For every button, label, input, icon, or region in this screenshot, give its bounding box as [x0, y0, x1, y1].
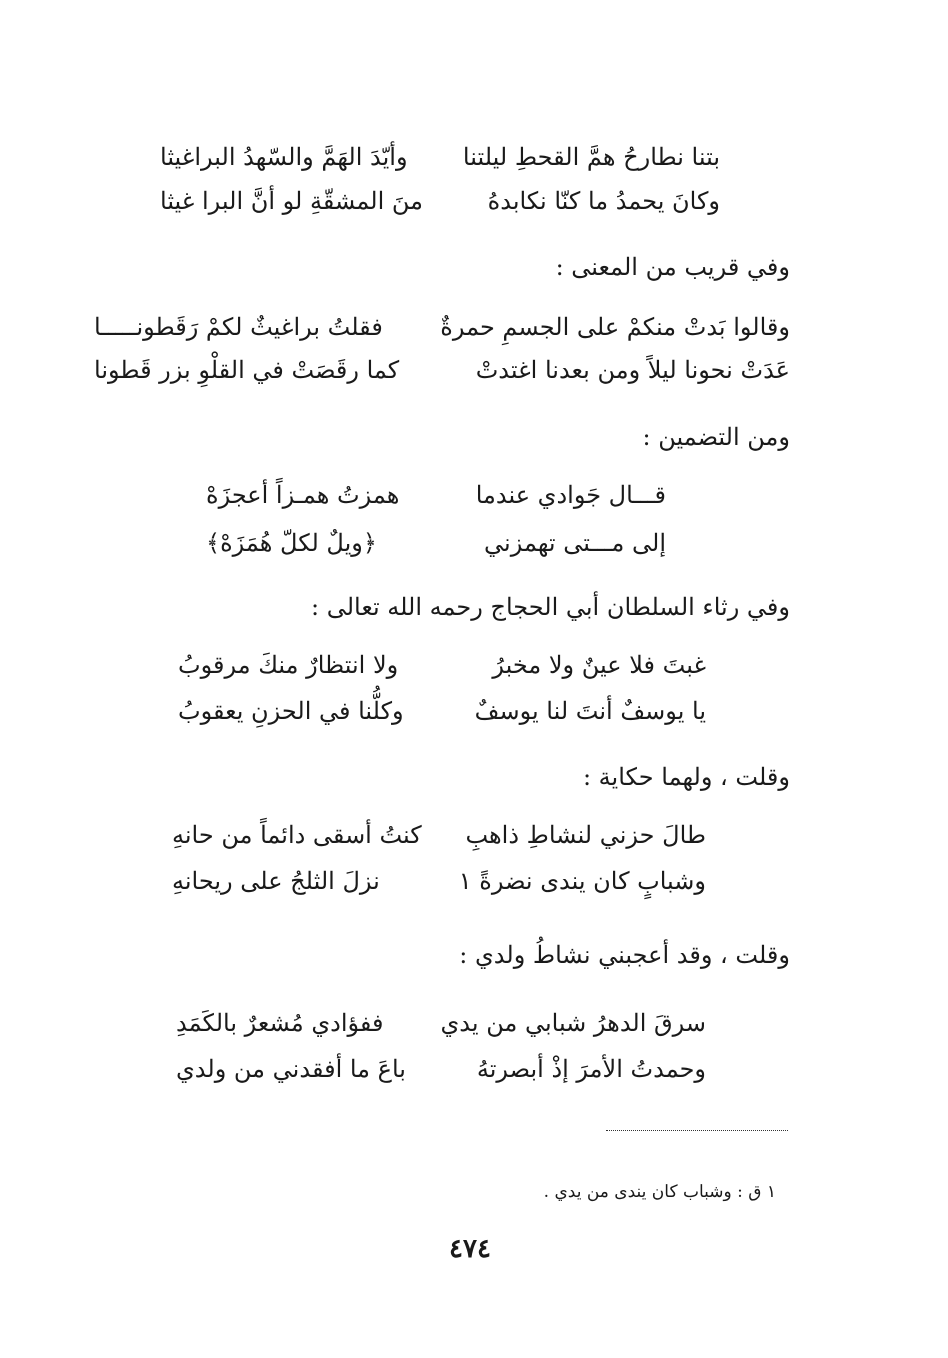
verse-left-hemistich: ولا انتظارٌ منكَ مرقوبُ: [178, 651, 399, 679]
verse-left-hemistich: كما رقَصَتْ في القلْوِ بزر قَطونا: [94, 356, 400, 384]
section-intro: وقلت ، ولهما حكاية :: [582, 763, 790, 791]
verse-right-hemistich: بتنا نطارحُ همَّ القحطِ ليلتنا: [462, 143, 720, 171]
verse-right-hemistich: وقالوا بَدتْ منكمْ على الجسمِ حمرةٌ: [440, 313, 790, 341]
verse-right-hemistich: طالَ حزني لنشاطِ ذاهبِ: [465, 821, 706, 849]
verse-left-hemistich: كنتُ أسقى دائماً من حانهِ: [172, 821, 422, 849]
verse-right-hemistich: إلى مـــتى تهمزني: [484, 529, 666, 557]
verse-left-hemistich: وكلُّنا في الحزنِ يعقوبُ: [178, 697, 404, 725]
verse-right-hemistich: سرقَ الدهرُ شبابي من يدي: [440, 1009, 706, 1037]
verse-left-hemistich: ﴿ويلٌ لكلّ هُمَزَهْ﴾: [206, 529, 377, 557]
verse-right-hemistich: يا يوسفٌ أنتَ لنا يوسفٌ: [474, 697, 706, 725]
footnote-divider: [606, 1130, 788, 1131]
verse-right-hemistich: وحمدتُ الأمرَ إذْ أبصرتهُ: [476, 1055, 706, 1083]
verse-right-hemistich: غبتَ فلا عينٌ ولا مخبرُ: [492, 651, 706, 679]
page-number: ٤٧٤: [449, 1234, 491, 1264]
section-intro: وفي رثاء السلطان أبي الحجاج رحمه الله تعالى :: [311, 593, 790, 621]
verse-left-hemistich: فقلتُ براغيثٌ لكمْ رَقَطونـــــا: [94, 313, 383, 341]
verse-left-hemistich: منَ المشقّةِ لو أنَّ البرا غيثا: [160, 187, 424, 215]
verse-left-hemistich: باعَ ما أفقدني من ولدي: [176, 1055, 406, 1083]
section-intro: وقلت ، وقد أعجبني نشاطُ ولدي :: [459, 941, 790, 969]
page-number-container: [0, 1234, 900, 1264]
verse-left-hemistich: همزتُ همـزاً أعجزَهْ: [206, 481, 400, 509]
verse-left-hemistich: ففؤادي مُشعرٌ بالكَمَدِ: [176, 1009, 384, 1037]
verse-left-hemistich: نزلَ الثلجُ على ريحانهِ: [172, 867, 380, 895]
verse-right-hemistich: عَدَتْ نحونا ليلاً ومن بعدنا اغتدتْ: [475, 356, 790, 384]
verse-right-hemistich: قـــال جَوادي عندما: [475, 481, 666, 509]
footnote: ١ ق : وشباب كان يندى من يدي .: [543, 1182, 776, 1202]
verse-left-hemistich: وأيّدَ الهَمَّ والسّهدُ البراغيثا: [160, 143, 408, 171]
verse-right-hemistich: وكانَ يحمدُ ما كنّا نكابدهُ: [487, 187, 720, 215]
verse-right-hemistich: وشبابٍ كان يندى نضرةً ١: [458, 867, 706, 895]
section-intro: ومن التضمين :: [642, 423, 790, 451]
section-intro: وفي قريب من المعنى :: [555, 253, 790, 281]
